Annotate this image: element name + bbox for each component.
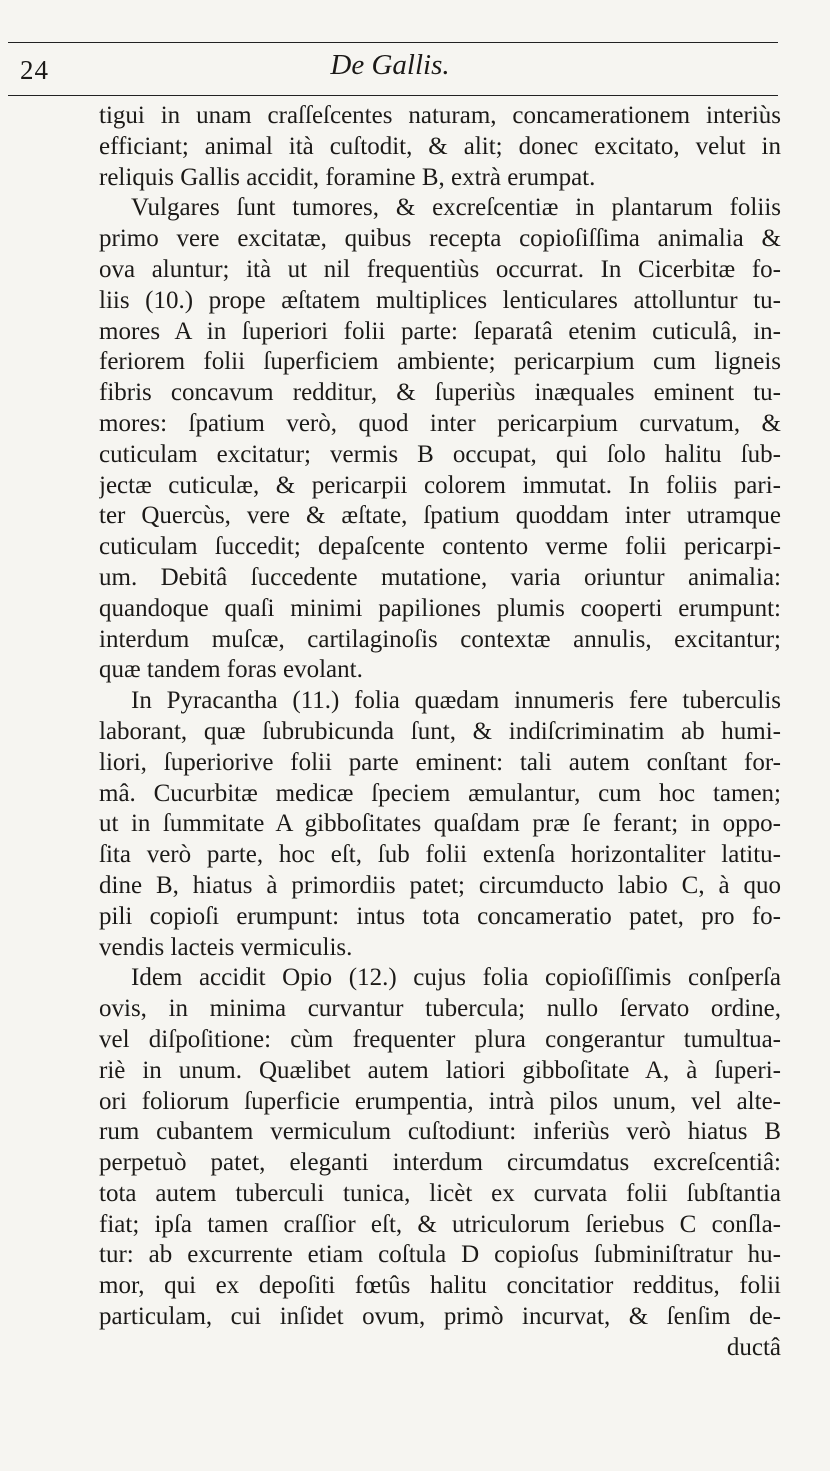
text-line: ova aluntur; ità ut nil frequentiùs occurrat. In Cicerbitæ fo- xyxy=(99,255,781,283)
text-line: dine B, hiatus à primordiis patet; circumducto labio C, à quo xyxy=(99,871,781,899)
text-line: mores: ſpatium verò, quod inter pericarpium curvatum, & xyxy=(99,409,781,437)
text-line: liis (10.) prope æſtatem multiplices lenticulares attolluntur tu- xyxy=(99,286,781,314)
text-line: In Pyracantha (11.) folia quædam innumeris fere tuberculis xyxy=(131,687,781,715)
body-text xyxy=(99,101,781,1364)
text-line: ut in ſummitate A gibboſitates quaſdam præ ſe ferant; in oppo- xyxy=(99,810,781,838)
text-line: quæ tandem foras evolant. xyxy=(99,656,363,684)
text-line: ovis, in minima curvantur tubercula; nullo ſervato ordine, xyxy=(99,995,781,1023)
text-line: liori, ſuperiorive folii parte eminent: tali autem conſtant for- xyxy=(99,748,781,776)
text-line: fiat; ipſa tamen craſſior eſt, & utriculorum ſeriebus C conſla- xyxy=(99,1210,781,1238)
text-line: mor, qui ex depoſiti fœtûs halitu concitatior redditus, folii xyxy=(99,1272,781,1300)
text-line: cuticulam excitatur; vermis B occupat, qui ſolo halitu ſub- xyxy=(99,440,781,468)
text-line: ori foliorum ſuperficie erumpentia, intrà pilos unum, vel alte- xyxy=(99,1087,781,1115)
text-line: reliquis Gallis accidit, foramine B, extrà erumpat. xyxy=(99,163,596,191)
text-line: um. Debitâ ſuccedente mutatione, varia oriuntur animalia: xyxy=(99,563,781,591)
text-line: tigui in unam craſſeſcentes naturam, concamerationem interiùs xyxy=(99,102,781,129)
text-line: pili copioſi erumpunt: intus tota concameratio patet, pro fo- xyxy=(99,902,781,930)
text-line: tota autem tuberculi tunica, licèt ex curvata folii ſubſtantia xyxy=(99,1179,781,1207)
text-line: feriorem folii ſuperficiem ambiente; pericarpium cum ligneis xyxy=(99,348,781,376)
top-rule xyxy=(8,42,778,43)
text-line: perpetuò patet, eleganti interdum circumdatus excreſcentiâ: xyxy=(99,1149,781,1177)
text-line: quandoque quaſi minimi papiliones plumis cooperti erumpunt: xyxy=(99,594,781,622)
text-line: cuticulam ſuccedit; depaſcente contento verme folii pericarpi- xyxy=(99,533,781,561)
text-line: rum cubantem vermiculum cuſtodiunt: inferiùs verò hiatus B xyxy=(99,1118,781,1146)
text-line: efficiant; animal ità cuſtodit, & alit; donec excitato, velut in xyxy=(99,132,781,160)
text-line: interdum muſcæ, cartilaginoſis contextæ annulis, excitantur; xyxy=(99,625,781,653)
text-line: ſita verò parte, hoc eſt, ſub folii extenſa horizontaliter latitu- xyxy=(99,841,781,869)
text-line: riè in unum. Quælibet autem latiori gibboſitate A, à ſuperi- xyxy=(99,1056,781,1084)
text-line: Vulgares ſunt tumores, & excreſcentiæ in plantarum foliis xyxy=(131,194,781,222)
text-line: primo vere excitatæ, quibus recepta copioſiſſima animalia & xyxy=(99,225,781,253)
text-line: ductâ xyxy=(726,1333,781,1361)
page-number: 24 xyxy=(20,55,49,85)
text-line: mores A in ſuperiori folii parte: ſeparatâ etenim cuticulâ, in- xyxy=(99,317,781,345)
text-line: vendis lacteis vermiculis. xyxy=(99,933,353,961)
text-line: fibris concavum redditur, & ſuperiùs inæquales eminent tu- xyxy=(99,379,781,407)
text-line: tur: ab excurrente etiam coſtula D copioſus ſubminiſtratur hu- xyxy=(99,1241,781,1269)
text-line: vel diſpoſitione: cùm frequenter plura congerantur tumultua- xyxy=(99,1025,781,1053)
running-title: De Gallis. xyxy=(330,49,450,81)
text-line: Idem accidit Opio (12.) cujus folia copioſiſſimis conſperſa xyxy=(131,964,781,992)
header-rule xyxy=(8,95,778,96)
text-line: particulam, cui inſidet ovum, primò incurvat, & ſenſim de- xyxy=(99,1303,781,1331)
text-line: jectæ cuticulæ, & pericarpii colorem immutat. In foliis pari- xyxy=(99,471,781,499)
text-line: laborant, quæ ſubrubicunda ſunt, & indiſcriminatim ab humi- xyxy=(99,717,781,745)
text-line: ter Quercùs, vere & æſtate, ſpatium quoddam inter utramque xyxy=(99,502,781,530)
text-line: mâ. Cucurbitæ medicæ ſpeciem æmulantur, cum hoc tamen; xyxy=(99,779,781,807)
